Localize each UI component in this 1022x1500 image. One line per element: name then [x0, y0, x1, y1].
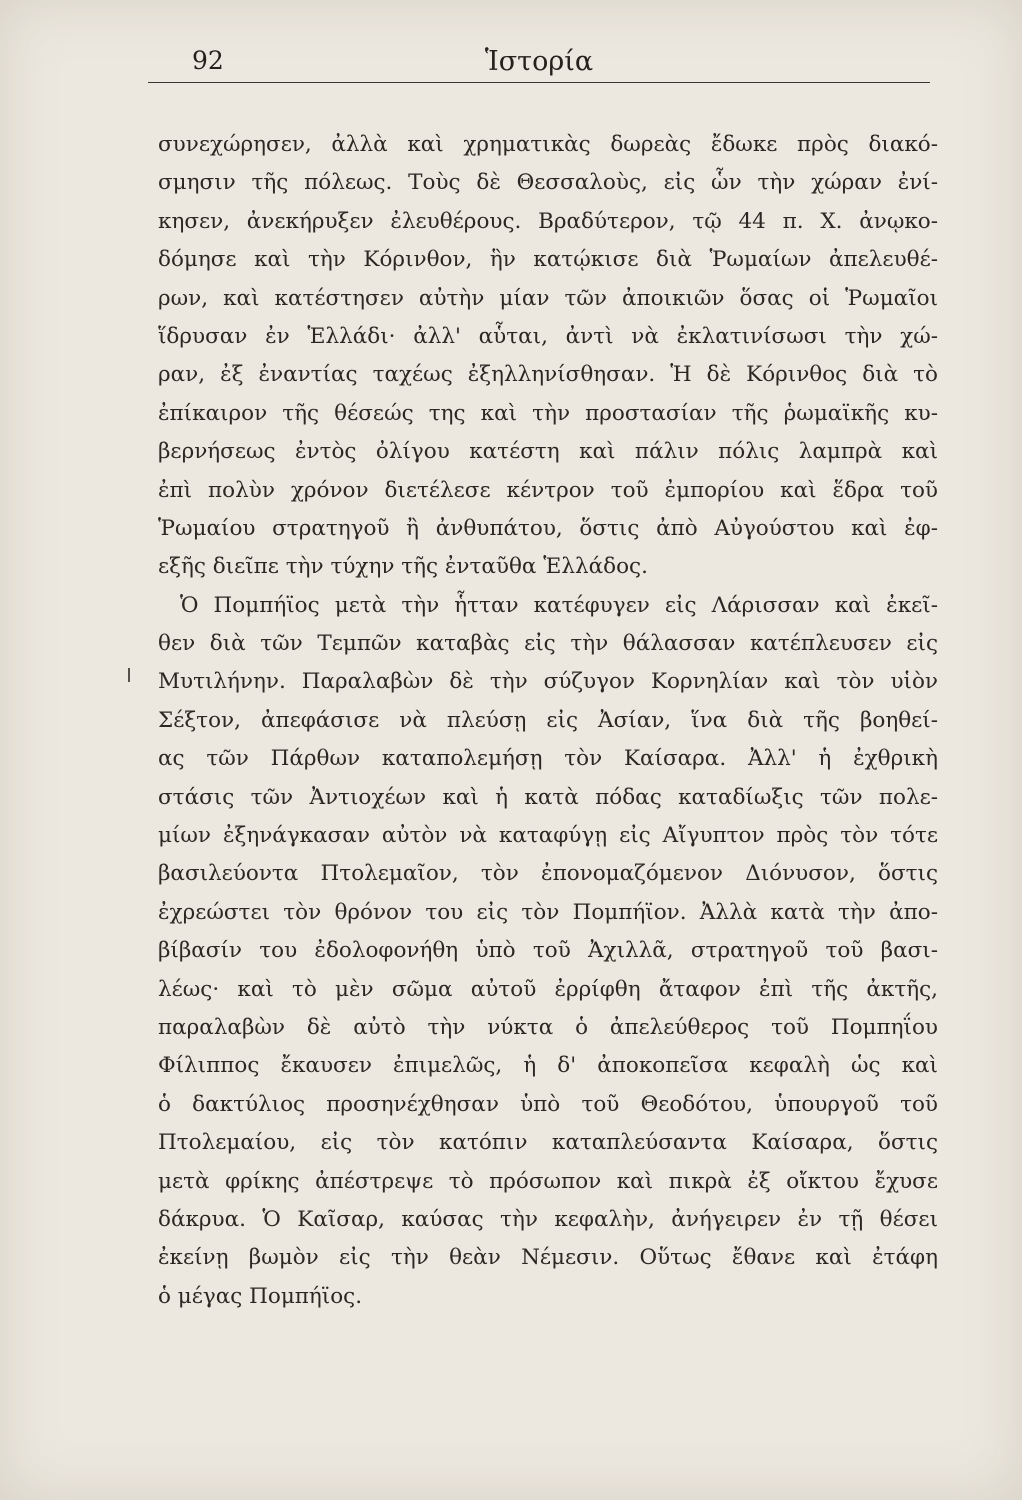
text-line: μίων ἐξηνάγκασαν αὐτὸν νὰ καταφύγῃ εἰς Αἴγυπτον πρὸς τὸν τότε: [158, 823, 938, 849]
text-line: κησεν, ἀνεκήρυξεν ἐλευθέρους. Βραδύτερον, τῷ 44 π. Χ. ἀνῳκο-: [158, 208, 938, 234]
text-line: βερνήσεως ἐντὸς ὀλίγου κατέστη καὶ πάλιν πόλις λαμπρὰ καὶ: [158, 439, 938, 465]
margin-mark: [128, 668, 130, 682]
text-line: βασιλεύοντα Πτολεμαῖον, τὸν ἐπονομαζόμενον Διόνυσον, ὅστις: [158, 861, 938, 887]
paragraph-start: Ὁ Πομπήϊος μετὰ τὴν ἧτταν κατέφυγεν εἰς Λάρισσαν καὶ ἐκεῖ-: [180, 592, 938, 618]
text-line: μετὰ φρίκης ἀπέστρεψε τὸ πρόσωπον καὶ πικρὰ ἐξ οἴκτου ἔχυσε: [158, 1168, 938, 1194]
text-line: ὁ μέγας Πομπήϊος.: [158, 1283, 363, 1309]
running-title: Ἱστορία: [484, 46, 594, 77]
text-line: Μυτιλήνην. Παραλαβὼν δὲ τὴν σύζυγον Κορνηλίαν καὶ τὸν υἱὸν: [158, 669, 938, 695]
text-line: δόμησε καὶ τὴν Κόρινθον, ἣν κατῴκισε διὰ Ῥωμαίων ἀπελευθέ-: [158, 247, 938, 273]
text-line: Φίλιππος ἔκαυσεν ἐπιμελῶς, ἡ δ' ἀποκοπεῖσα κεφαλὴ ὡς καὶ: [158, 1053, 938, 1079]
text-line: στάσις τῶν Ἀντιοχέων καὶ ἡ κατὰ πόδας καταδίωξις τῶν πολε-: [158, 784, 938, 810]
text-line: ἐπὶ πολὺν χρόνον διετέλεσε κέντρον τοῦ ἐμπορίου καὶ ἕδρα τοῦ: [158, 477, 938, 503]
text-line: εξῆς διεῖπε τὴν τύχην τῆς ἐνταῦθα Ἑλλάδος.: [158, 554, 648, 580]
text-line: ἐκείνῃ βωμὸν εἰς τὴν θεὰν Νέμεσιν. Οὕτως ἔθανε καὶ ἐτάφη: [158, 1245, 938, 1271]
body-text: [158, 126, 938, 1316]
text-line: ἐχρεώστει τὸν θρόνον του εἰς τὸν Πομπήϊον. Ἀλλὰ κατὰ τὴν ἀπο-: [158, 899, 938, 925]
text-line: Ῥωμαίου στρατηγοῦ ἢ ἀνθυπάτου, ὅστις ἀπὸ Αὐγούστου καὶ ἐφ-: [158, 515, 938, 541]
text-line: βίβασίν του ἐδολοφονήθη ὑπὸ τοῦ Ἀχιλλᾶ, στρατηγοῦ τοῦ βασι-: [158, 938, 938, 964]
text-line: λέως· καὶ τὸ μὲν σῶμα αὐτοῦ ἐρρίφθη ἄταφον ἐπὶ τῆς ἀκτῆς,: [158, 976, 938, 1002]
text-line: παραλαβὼν δὲ αὐτὸ τὴν νύκτα ὁ ἀπελεύθερος τοῦ Πομπηΐου: [158, 1014, 938, 1040]
text-line: ραν, ἐξ ἐναντίας ταχέως ἐξηλληνίσθησαν. Ἡ δὲ Κόρινθος διὰ τὸ: [158, 362, 938, 388]
text-line: ὁ δακτύλιος προσηνέχθησαν ὑπὸ τοῦ Θεοδότου, ὑπουργοῦ τοῦ: [158, 1091, 938, 1117]
text-line: δάκρυα. Ὁ Καῖσαρ, καύσας τὴν κεφαλὴν, ἀνήγειρεν ἐν τῇ θέσει: [158, 1206, 938, 1232]
text-line: συνεχώρησεν, ἀλλὰ καὶ χρηματικὰς δωρεὰς ἔδωκε πρὸς διακό-: [158, 132, 938, 157]
text-line: ἵδρυσαν ἐν Ἑλλάδι· ἀλλ' αὗται, ἀντὶ νὰ ἐκλατινίσωσι τὴν χώ-: [158, 323, 938, 349]
page-number: 92: [192, 46, 224, 75]
text-line: Σέξτον, ἀπεφάσισε νὰ πλεύσῃ εἰς Ἀσίαν, ἵνα διὰ τῆς βοηθεί-: [158, 707, 938, 733]
page-header: [148, 46, 930, 83]
text-line: ας τῶν Πάρθων καταπολεμήσῃ τὸν Καίσαρα. Ἀλλ' ἡ ἐχθρικὴ: [158, 746, 938, 772]
text-line: σμησιν τῆς πόλεως. Τοὺς δὲ Θεσσαλοὺς, εἰς ὧν τὴν χώραν ἐνί-: [158, 170, 938, 196]
text-line: Πτολεμαίου, εἰς τὸν κατόπιν καταπλεύσαντα Καίσαρα, ὅστις: [158, 1130, 938, 1156]
text-line: ἐπίκαιρον τῆς θέσεώς της καὶ τὴν προστασίαν τῆς ῥωμαϊκῆς κυ-: [158, 400, 938, 426]
text-line: ρων, καὶ κατέστησεν αὐτὴν μίαν τῶν ἀποικιῶν ὅσας οἱ Ῥωμαῖοι: [158, 285, 938, 311]
text-line: θεν διὰ τῶν Τεμπῶν καταβὰς εἰς τὴν θάλασσαν κατέπλευσεν εἰς: [158, 631, 938, 657]
